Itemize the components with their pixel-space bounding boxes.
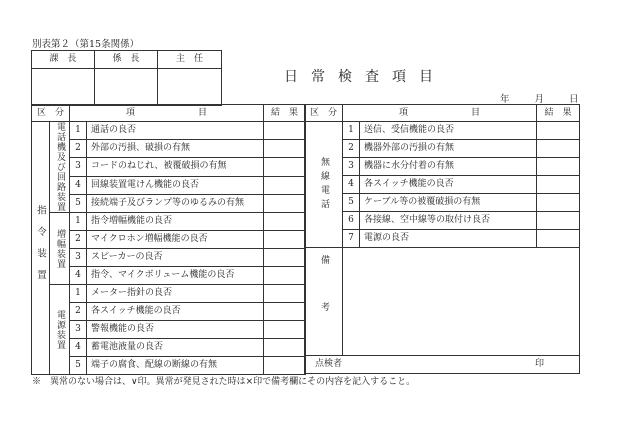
result-cell[interactable]: [264, 303, 306, 321]
result-cell[interactable]: [264, 122, 306, 140]
item-number: 1: [70, 122, 87, 140]
result-cell[interactable]: [264, 158, 306, 176]
inspector-label: 点検者: [315, 359, 343, 369]
approval-label-supervisor: 主 任: [158, 51, 222, 69]
result-cell[interactable]: [264, 339, 306, 357]
approval-stamp-box[interactable]: [32, 69, 95, 106]
result-cell[interactable]: [264, 176, 306, 194]
item-text: 通話の良否: [87, 122, 264, 140]
main-category-cell: [32, 122, 50, 375]
main-category-label: 指令装置: [35, 205, 46, 291]
item-text: コードのねじれ、被覆破損の有無: [87, 158, 264, 176]
result-cell[interactable]: [264, 213, 306, 231]
form-reference: 別表第２（第15条関係）: [32, 39, 140, 50]
group-label: 電源装置: [55, 309, 65, 350]
item-number: 1: [70, 285, 87, 303]
item-text: 各スイッチ機能の良否: [87, 303, 264, 321]
item-number: 4: [70, 339, 87, 357]
item-text: 送信、受信機能の良否: [360, 122, 537, 140]
result-cell[interactable]: [537, 194, 580, 212]
group-cell: [50, 213, 70, 285]
result-cell[interactable]: [264, 321, 306, 339]
item-text: スピーカーの良否: [87, 249, 264, 267]
group-label: 電話機及び回路装置: [55, 122, 65, 212]
item-text: 各接線、空中線等の取付け良否: [360, 212, 537, 230]
item-number: 1: [70, 213, 87, 231]
item-number: 5: [70, 194, 87, 212]
result-cell[interactable]: [537, 158, 580, 176]
header-category: 区 分: [305, 105, 343, 122]
result-cell[interactable]: [537, 140, 580, 158]
item-number: 2: [343, 140, 360, 158]
item-number: 7: [343, 230, 360, 248]
item-text: 機器外部の汚損の有無: [360, 140, 537, 158]
item-number: 5: [70, 357, 87, 375]
item-number: 4: [70, 267, 87, 285]
result-cell[interactable]: [264, 249, 306, 267]
remarks-area[interactable]: [343, 248, 580, 356]
result-cell[interactable]: [264, 267, 306, 285]
header-item: 項 目: [343, 105, 537, 122]
radio-category-cell: [305, 122, 343, 248]
item-text: 指令増幅機能の良否: [87, 213, 264, 231]
item-number: 5: [343, 194, 360, 212]
header-category: 区 分: [32, 105, 70, 122]
item-number: 2: [70, 303, 87, 321]
result-cell[interactable]: [264, 140, 306, 158]
group-cell: [50, 122, 70, 213]
result-cell[interactable]: [264, 357, 306, 375]
item-text: メーター指針の良否: [87, 285, 264, 303]
item-text: 警報機能の良否: [87, 321, 264, 339]
result-cell[interactable]: [264, 285, 306, 303]
item-text: 蓄電池液量の良否: [87, 339, 264, 357]
inspector-row[interactable]: [305, 356, 580, 374]
date-line: 年 月 日: [500, 94, 581, 105]
item-text: 電源の良否: [360, 230, 537, 248]
item-text: 各スイッチ機能の良否: [360, 176, 537, 194]
approval-stamp-box[interactable]: [158, 69, 222, 106]
item-text: 機器に水分付着の有無: [360, 158, 537, 176]
radio-category-label: 無線電話: [319, 156, 329, 213]
result-cell[interactable]: [264, 231, 306, 249]
header-result: 結 果: [537, 105, 580, 122]
item-text: 接続端子及びランプ等のゆるみの有無: [87, 194, 264, 212]
remarks-label-cell: [305, 248, 343, 356]
left-inspection-table: [31, 104, 306, 375]
group-label: 増幅装置: [55, 228, 65, 269]
right-inspection-table: [304, 104, 580, 374]
approval-stamp-box[interactable]: [95, 69, 158, 106]
page-title: 日常検査項目: [284, 69, 446, 85]
item-number: 4: [343, 176, 360, 194]
item-text: ケーブル等の被覆破損の有無: [360, 194, 537, 212]
header-item: 項 目: [70, 105, 264, 122]
item-text: 回線装置電けん機能の良否: [87, 176, 264, 194]
item-number: 6: [343, 212, 360, 230]
approval-label-section-chief: 課 長: [32, 51, 95, 69]
result-cell[interactable]: [537, 176, 580, 194]
group-cell: [50, 285, 70, 375]
item-number: 4: [70, 176, 87, 194]
item-number: 3: [343, 158, 360, 176]
item-number: 2: [70, 140, 87, 158]
item-number: 3: [70, 158, 87, 176]
item-number: 2: [70, 231, 87, 249]
item-number: 1: [343, 122, 360, 140]
result-cell[interactable]: [537, 122, 580, 140]
seal-label: 印: [535, 359, 545, 369]
item-text: 端子の腐食、配線の断線の有無: [87, 357, 264, 375]
result-cell[interactable]: [537, 212, 580, 230]
item-text: 外部の汚損、破損の有無: [87, 140, 264, 158]
approval-stamp-table: [31, 50, 222, 106]
approval-label-subsection-chief: 係 長: [95, 51, 158, 69]
item-text: マイクロホン増幅機能の良否: [87, 231, 264, 249]
header-result: 結 果: [264, 105, 306, 122]
footnote: ※ 異常のない場合は、∨印。異常が発見された時は×印で備考欄にその内容を記入すること。: [32, 377, 416, 387]
remarks-label: 備考: [319, 254, 329, 349]
item-number: 3: [70, 249, 87, 267]
result-cell[interactable]: [537, 230, 580, 248]
item-number: 3: [70, 321, 87, 339]
item-text: 指令、マイクボリューム機能の良否: [87, 267, 264, 285]
result-cell[interactable]: [264, 194, 306, 212]
